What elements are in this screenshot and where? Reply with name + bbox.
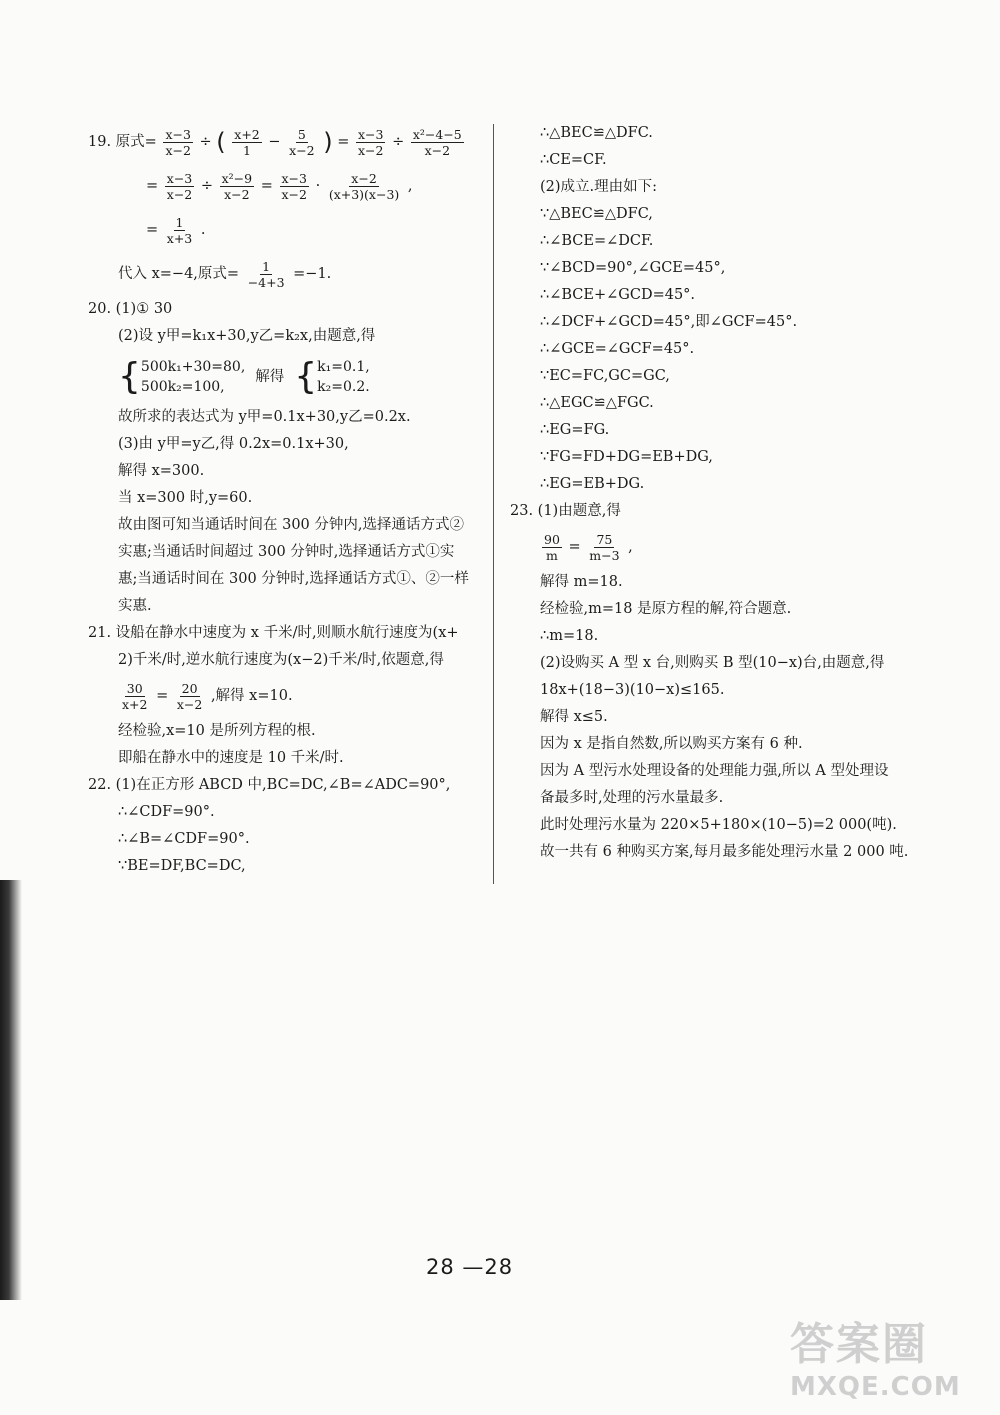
q23-line-10: 因为 A 型污水处理设备的处理能力强,所以 A 型处理设 bbox=[540, 763, 889, 779]
page-number: 28 —28 bbox=[426, 1255, 514, 1279]
q22-right-8: ∴∠DCF+∠GCD=45°,即∠GCF=45°. bbox=[540, 314, 798, 330]
q20-line-9: 惠;当通话时间在 300 分钟时,选择通话方式①、②一样 bbox=[118, 571, 469, 587]
q23-line-13: 故一共有 6 种购买方案,每月最多能处理污水量 2 000 吨. bbox=[540, 844, 909, 860]
q23-line-5: ∴m=18. bbox=[540, 628, 599, 644]
fraction: $\frac{x-3}{x-2}$ bbox=[165, 126, 191, 158]
fraction: $\frac{90}{m}$ bbox=[544, 531, 560, 563]
q22-line-4: ∵BE=DF,BC=DC, bbox=[118, 858, 246, 874]
q21-line-5: 即船在静水中的速度是 10 千米/时. bbox=[118, 750, 344, 766]
q22-right-7: ∴∠BCE+∠GCD=45°. bbox=[540, 287, 696, 303]
fraction: $\frac{\text{x²−9}}{x-2}$ bbox=[221, 170, 253, 202]
q19-line-2: = $\frac{x-3}{x-2}$ ÷ $\frac{\text{x²−9}}{x-2}$ = $\frac{x-3}{x-2}$ · $\frac{x-2}{(x+3)(x-3)}$ , bbox=[146, 170, 413, 202]
q19-line-3: = $\frac{1}{x+3}$ . bbox=[146, 214, 206, 246]
q23-line-3: 解得 m=18. bbox=[540, 574, 623, 590]
q23-line-4: 经检验,m=18 是原方程的解,符合题意. bbox=[540, 601, 792, 617]
q22-right-14: ∴EG=EB+DG. bbox=[540, 476, 645, 492]
q21-number: 21. bbox=[88, 625, 112, 641]
q22-right-9: ∴∠GCE=∠GCF=45°. bbox=[540, 341, 695, 357]
q20-line-1: 20. (1)① 30 bbox=[88, 301, 173, 317]
q23-line-2: $\frac{90}{m}$ = $\frac{75}{m-3}$ , bbox=[544, 531, 633, 563]
fraction: $\frac{x-3}{x-2}$ bbox=[357, 126, 384, 158]
watermark bbox=[790, 1318, 990, 1408]
q23-line-12: 此时处理污水量为 220×5+180×(10−5)=2 000(吨). bbox=[540, 817, 897, 833]
scan-edge-shadow bbox=[0, 880, 22, 1300]
q22-right-12: ∴EG=FG. bbox=[540, 422, 610, 438]
right-column bbox=[510, 120, 910, 866]
q22-right-4: ∵△BEC≌△DFC, bbox=[540, 206, 653, 222]
fraction: $\frac{x-3}{x-2}$ bbox=[281, 170, 307, 202]
fraction: $\frac{1}{x+3}$ bbox=[166, 214, 193, 246]
watermark-site: MXQE.COM bbox=[790, 1372, 961, 1402]
fraction: $\frac{5}{x-2}$ bbox=[289, 126, 315, 158]
q20-line-5: 解得 x=300. bbox=[118, 463, 205, 479]
q22-right-2: ∴CE=CF. bbox=[540, 152, 607, 168]
q20-equation-system: { 500k₁+30=80, 500k₂=100, 解得 { k₁=0.1, k₂=0.2. bbox=[118, 356, 370, 397]
q23-line-6: (2)设购买 A 型 x 台,则购买 B 型(10−x)台,由题意,得 bbox=[540, 655, 885, 671]
fraction: $\frac{\text{x²−4−5}}{x-2}$ bbox=[412, 126, 462, 158]
q21-line-1: 21. 设船在静水中速度为 x 千米/时,则顺水航行速度为(x+ bbox=[88, 625, 459, 641]
fraction: $\frac{75}{m-3}$ bbox=[589, 531, 620, 563]
fraction: $\frac{20}{x-2}$ bbox=[176, 680, 203, 712]
q23-line-7: 18x+(18−3)(10−x)≤165. bbox=[540, 682, 725, 698]
q20-line-10: 实惠. bbox=[118, 598, 152, 614]
q22-right-6: ∵∠BCD=90°,∠GCE=45°, bbox=[540, 260, 726, 276]
q20-line-3: 故所求的表达式为 y甲=0.1x+30,y乙=0.2x. bbox=[118, 409, 411, 425]
fraction: $\frac{1}{-4+3}$ bbox=[247, 258, 285, 290]
q23-number: 23. bbox=[510, 503, 534, 519]
q21-line-2: 2)千米/时,逆水航行速度为(x−2)千米/时,依题意,得 bbox=[118, 652, 444, 668]
q21-line-3: $\frac{30}{x+2}$ = $\frac{20}{x-2}$ ,解得 x=10. bbox=[122, 680, 293, 712]
q22-right-13: ∵FG=FD+DG=EB+DG, bbox=[540, 449, 713, 465]
q23-line-1: 23. (1)由题意,得 bbox=[510, 503, 621, 519]
q22-right-1: ∴△BEC≌△DFC. bbox=[540, 125, 653, 141]
q22-right-11: ∴△EGC≌△FGC. bbox=[540, 395, 654, 411]
fraction: $\frac{x-3}{x-2}$ bbox=[166, 170, 193, 202]
column-divider bbox=[493, 124, 494, 884]
q22-line-3: ∴∠B=∠CDF=90°. bbox=[118, 831, 250, 847]
q23-line-9: 因为 x 是指自然数,所以购买方案有 6 种. bbox=[540, 736, 803, 752]
q20-line-8: 实惠;当通话时间超过 300 分钟时,选择通话方式①实 bbox=[118, 544, 455, 560]
q22-line-2: ∴∠CDF=90°. bbox=[118, 804, 215, 820]
q22-number: 22. bbox=[88, 777, 112, 793]
q19-number: 19. bbox=[88, 134, 112, 150]
q20-line-4: (3)由 y甲=y乙,得 0.2x=0.1x+30, bbox=[118, 436, 349, 452]
q23-line-8: 解得 x≤5. bbox=[540, 709, 608, 725]
q21-line-4: 经检验,x=10 是所列方程的根. bbox=[118, 723, 316, 739]
fraction: $\frac{30}{x+2}$ bbox=[122, 680, 148, 712]
q22-right-3: (2)成立.理由如下: bbox=[540, 179, 658, 195]
fraction: $\frac{x-2}{(x+3)(x-3)}$ bbox=[328, 170, 400, 202]
q22-line-1: 22. (1)在正方形 ABCD 中,BC=DC,∠B=∠ADC=90°, bbox=[88, 777, 451, 793]
q19-line-4: 代入 x=−4,原式= $\frac{1}{-4+3}$ =−1. bbox=[118, 258, 332, 290]
q20-number: 20. bbox=[88, 301, 112, 317]
q19-line-1: 19. 原式= $\frac{x-3}{x-2}$ ÷ ( $\frac{x+2}{1}$ − $\frac{5}{x-2}$ ) = $\frac{x-3}{x-2}$ ÷ $\frac{\text{x²−4−5}}{x-2}$ bbox=[88, 126, 462, 158]
fraction: $\frac{x+2}{1}$ bbox=[234, 126, 260, 158]
q20-line-7: 故由图可知当通话时间在 300 分钟内,选择通话方式② bbox=[118, 517, 465, 533]
left-column bbox=[88, 120, 483, 880]
q20-line-2: (2)设 y甲=k₁x+30,y乙=k₂x,由题意,得 bbox=[118, 328, 376, 344]
watermark-logo: 答案圈 bbox=[790, 1319, 928, 1370]
q23-line-11: 备最多时,处理的污水量最多. bbox=[540, 790, 724, 806]
q22-right-5: ∴∠BCE=∠DCF. bbox=[540, 233, 654, 249]
q22-right-10: ∵EC=FC,GC=GC, bbox=[540, 368, 670, 384]
q20-line-6: 当 x=300 时,y=60. bbox=[118, 490, 253, 506]
